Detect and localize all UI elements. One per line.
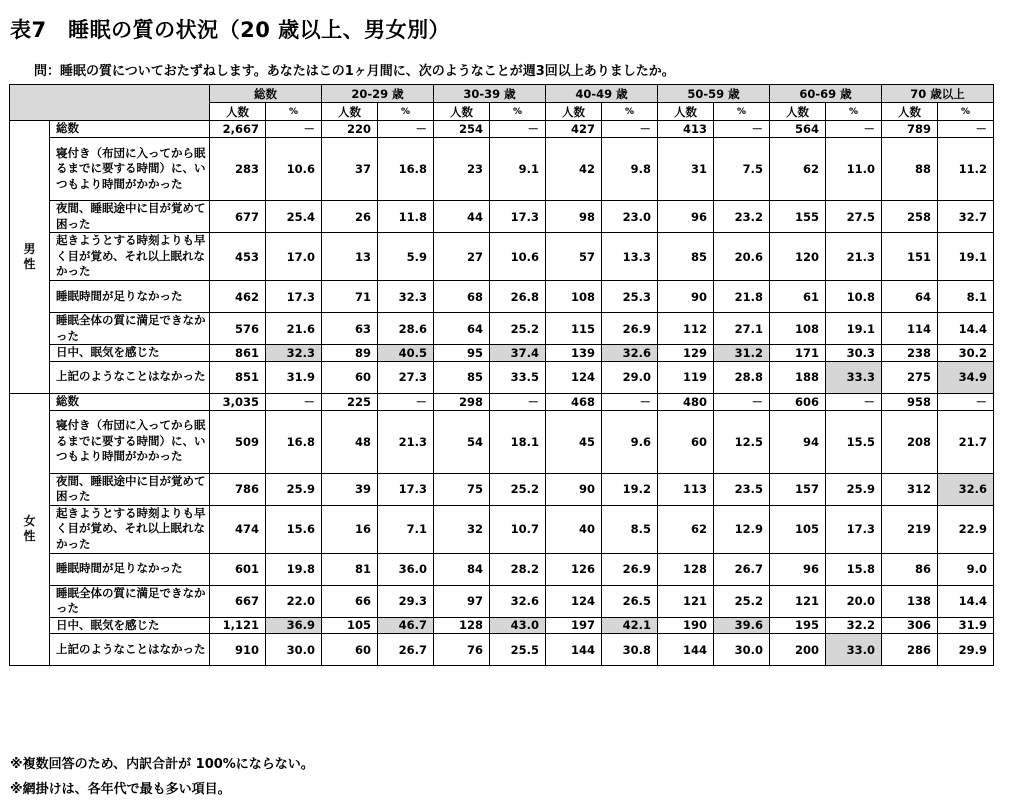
count-cell: 105 [322,617,378,634]
percent-cell-highlighted: 33.0 [826,634,882,666]
percent-cell: 10.6 [490,233,546,281]
header-group: 30-39 歳 [434,85,546,103]
count-cell: 238 [882,345,938,362]
count-cell: 576 [210,313,266,345]
count-cell: 119 [658,361,714,393]
header-group: 40-49 歳 [546,85,658,103]
percent-cell: 25.3 [602,281,658,313]
percent-cell-highlighted: 40.5 [378,345,434,362]
count-cell: 286 [882,634,938,666]
percent-cell: 10.8 [826,281,882,313]
count-cell: 468 [546,393,602,410]
count-cell: 71 [322,281,378,313]
count-cell: 190 [658,617,714,634]
percent-cell: 26.8 [490,281,546,313]
count-cell: 667 [210,585,266,617]
percent-cell: 16.8 [266,410,322,473]
count-cell: 31 [658,138,714,201]
percent-cell: 30.3 [826,345,882,362]
percent-cell: 27.3 [378,361,434,393]
header-count: 人数 [770,103,826,121]
count-cell: 124 [546,585,602,617]
table-row [10,617,994,634]
percent-cell: 17.3 [378,473,434,505]
count-cell: 225 [322,393,378,410]
percent-cell: 13.3 [602,233,658,281]
count-cell: 462 [210,281,266,313]
count-cell: 85 [658,233,714,281]
row-label: 上記のようなことはなかった [50,361,210,393]
percent-cell: 9.6 [602,410,658,473]
percent-cell: 19.1 [826,313,882,345]
count-cell: 427 [546,121,602,138]
count-cell: 155 [770,201,826,233]
count-cell: 75 [434,473,490,505]
table-row [10,201,994,233]
header-percent: % [378,103,434,121]
percent-cell: 20.6 [714,233,770,281]
percent-cell: 15.6 [266,505,322,553]
table-row [10,553,994,585]
footnotes [10,752,314,802]
header-group: 60-69 歳 [770,85,882,103]
percent-cell-highlighted: 42.1 [602,617,658,634]
percent-cell: 29.0 [602,361,658,393]
count-cell: 60 [322,634,378,666]
gender-label: 女 性 [10,393,50,666]
total-row [10,121,994,138]
percent-cell: 10.6 [266,138,322,201]
header-count: 人数 [546,103,602,121]
count-cell: 64 [882,281,938,313]
count-cell: 113 [658,473,714,505]
count-cell: 90 [658,281,714,313]
header-percent: % [266,103,322,121]
row-label: 夜間、睡眠途中に目が覚めて困った [50,473,210,505]
footnote: ※複数回答のため、内訳合計が 100%にならない。 [10,757,314,772]
percent-cell-highlighted: 32.6 [938,473,994,505]
row-label: 起きようとする時刻よりも早く目が覚め、それ以上眠れなかった [50,505,210,553]
count-cell: 144 [658,634,714,666]
percent-cell: 32.3 [378,281,434,313]
percent-cell: 23.2 [714,201,770,233]
count-cell: 89 [322,345,378,362]
count-cell: 16 [322,505,378,553]
percent-cell: 28.8 [714,361,770,393]
table-row [10,505,994,553]
percent-cell: 32.2 [826,617,882,634]
count-cell: 86 [882,553,938,585]
count-cell: 96 [658,201,714,233]
count-cell: 157 [770,473,826,505]
footnote: ※網掛けは、各年代で最も多い項目。 [10,782,231,797]
count-cell: 85 [434,361,490,393]
header-percent: % [490,103,546,121]
percent-cell: － [602,393,658,410]
percent-cell: 7.5 [714,138,770,201]
count-cell: 195 [770,617,826,634]
count-cell: 64 [434,313,490,345]
count-cell: 62 [658,505,714,553]
count-cell: 126 [546,553,602,585]
count-cell: 789 [882,121,938,138]
percent-cell-highlighted: 31.2 [714,345,770,362]
count-cell: 910 [210,634,266,666]
header-percent: % [714,103,770,121]
percent-cell: 9.0 [938,553,994,585]
count-cell: 851 [210,361,266,393]
table-row [10,233,994,281]
percent-cell: 26.9 [602,313,658,345]
percent-cell: 11.2 [938,138,994,201]
percent-cell: 26.7 [714,553,770,585]
percent-cell: － [714,393,770,410]
count-cell: 66 [322,585,378,617]
count-cell: 312 [882,473,938,505]
count-cell: 474 [210,505,266,553]
percent-cell: 27.5 [826,201,882,233]
count-cell: 88 [882,138,938,201]
count-cell: 220 [322,121,378,138]
percent-cell: 19.8 [266,553,322,585]
count-cell: 283 [210,138,266,201]
count-cell: 121 [658,585,714,617]
count-cell: 786 [210,473,266,505]
percent-cell: 29.9 [938,634,994,666]
count-cell: 601 [210,553,266,585]
percent-cell: 28.6 [378,313,434,345]
count-cell: 958 [882,393,938,410]
percent-cell: 27.1 [714,313,770,345]
percent-cell: － [378,393,434,410]
percent-cell: － [266,121,322,138]
row-label: 夜間、睡眠途中に目が覚めて困った [50,201,210,233]
header-group: 総数 [210,85,322,103]
table-row [10,410,994,473]
count-cell: 254 [434,121,490,138]
percent-cell: 36.0 [378,553,434,585]
count-cell: 105 [770,505,826,553]
count-cell: 98 [546,201,602,233]
percent-cell: 31.9 [266,361,322,393]
count-cell: 208 [882,410,938,473]
percent-cell: 8.1 [938,281,994,313]
percent-cell: 25.2 [490,473,546,505]
percent-cell: 30.8 [602,634,658,666]
percent-cell: － [378,121,434,138]
count-cell: 112 [658,313,714,345]
count-cell: 60 [322,361,378,393]
percent-cell: 19.2 [602,473,658,505]
percent-cell: 26.9 [602,553,658,585]
percent-cell-highlighted: 32.3 [266,345,322,362]
row-label: 睡眠全体の質に満足できなかった [50,313,210,345]
row-label: 寝付き（布団に入ってから眠るまでに要する時間）に、いつもより時間がかかった [50,410,210,473]
question-text: 問：睡眠の質についておたずねします。あなたはこの1ヶ月間に、次のようなことが週3回以上ありましたか。 [34,64,675,79]
percent-cell: 21.8 [714,281,770,313]
count-cell: 2,667 [210,121,266,138]
percent-cell: 9.1 [490,138,546,201]
count-cell: 76 [434,634,490,666]
count-cell: 94 [770,410,826,473]
row-label: 日中、眠気を感じた [50,345,210,362]
header-group: 70 歳以上 [882,85,994,103]
percent-cell: 11.8 [378,201,434,233]
percent-cell: 26.7 [378,634,434,666]
count-cell: 413 [658,121,714,138]
count-cell: 97 [434,585,490,617]
count-cell: 509 [210,410,266,473]
header-row-groups [10,85,994,103]
header-percent: % [938,103,994,121]
count-cell: 258 [882,201,938,233]
percent-cell: 31.9 [938,617,994,634]
sleep-quality-table [9,84,994,666]
percent-cell: 17.3 [490,201,546,233]
count-cell: 27 [434,233,490,281]
count-cell: 96 [770,553,826,585]
count-cell: 200 [770,634,826,666]
count-cell: 54 [434,410,490,473]
percent-cell: － [490,393,546,410]
row-label: 日中、眠気を感じた [50,617,210,634]
count-cell: 48 [322,410,378,473]
percent-cell: 11.0 [826,138,882,201]
count-cell: 108 [546,281,602,313]
percent-cell: － [490,121,546,138]
row-label: 上記のようなことはなかった [50,634,210,666]
table-row [10,585,994,617]
table-row [10,361,994,393]
percent-cell: － [826,393,882,410]
count-cell: 26 [322,201,378,233]
table-title: 表7 睡眠の質の状況（20 歳以上、男女別） [10,18,451,42]
percent-cell: 22.0 [266,585,322,617]
count-cell: 42 [546,138,602,201]
count-cell: 120 [770,233,826,281]
percent-cell: － [826,121,882,138]
percent-cell: 5.9 [378,233,434,281]
count-cell: 60 [658,410,714,473]
percent-cell-highlighted: 39.6 [714,617,770,634]
percent-cell: 29.3 [378,585,434,617]
percent-cell: 25.5 [490,634,546,666]
percent-cell: 10.7 [490,505,546,553]
percent-cell: 18.1 [490,410,546,473]
count-cell: 128 [434,617,490,634]
row-label: 総数 [50,393,210,410]
count-cell: 188 [770,361,826,393]
table-row [10,281,994,313]
percent-cell: 26.5 [602,585,658,617]
percent-cell: － [266,393,322,410]
row-label: 総数 [50,121,210,138]
row-label: 寝付き（布団に入ってから眠るまでに要する時間）に、いつもより時間がかかった [50,138,210,201]
percent-cell: 30.2 [938,345,994,362]
percent-cell: 21.7 [938,410,994,473]
percent-cell: 28.2 [490,553,546,585]
percent-cell: 15.5 [826,410,882,473]
percent-cell: 17.3 [826,505,882,553]
count-cell: 121 [770,585,826,617]
header-corner [10,85,210,121]
count-cell: 275 [882,361,938,393]
count-cell: 84 [434,553,490,585]
percent-cell: 25.4 [266,201,322,233]
percent-cell-highlighted: 43.0 [490,617,546,634]
count-cell: 129 [658,345,714,362]
count-cell: 37 [322,138,378,201]
count-cell: 139 [546,345,602,362]
percent-cell: － [714,121,770,138]
table-row [10,345,994,362]
count-cell: 480 [658,393,714,410]
percent-cell: 21.6 [266,313,322,345]
count-cell: 306 [882,617,938,634]
percent-cell: 23.0 [602,201,658,233]
header-count: 人数 [322,103,378,121]
count-cell: 32 [434,505,490,553]
count-cell: 62 [770,138,826,201]
percent-cell: 30.0 [714,634,770,666]
percent-cell-highlighted: 46.7 [378,617,434,634]
count-cell: 95 [434,345,490,362]
count-cell: 151 [882,233,938,281]
count-cell: 81 [322,553,378,585]
percent-cell: 14.4 [938,585,994,617]
percent-cell: 32.7 [938,201,994,233]
percent-cell: － [938,393,994,410]
percent-cell: － [602,121,658,138]
percent-cell: 33.5 [490,361,546,393]
count-cell: 44 [434,201,490,233]
row-label: 起きようとする時刻よりも早く目が覚め、それ以上眠れなかった [50,233,210,281]
count-cell: 298 [434,393,490,410]
percent-cell: 21.3 [826,233,882,281]
count-cell: 171 [770,345,826,362]
percent-cell: 15.8 [826,553,882,585]
percent-cell: 25.2 [714,585,770,617]
percent-cell: 21.3 [378,410,434,473]
count-cell: 39 [322,473,378,505]
count-cell: 219 [882,505,938,553]
count-cell: 124 [546,361,602,393]
count-cell: 63 [322,313,378,345]
count-cell: 677 [210,201,266,233]
total-row [10,393,994,410]
header-count: 人数 [434,103,490,121]
count-cell: 606 [770,393,826,410]
percent-cell-highlighted: 37.4 [490,345,546,362]
percent-cell-highlighted: 36.9 [266,617,322,634]
percent-cell: － [938,121,994,138]
count-cell: 1,121 [210,617,266,634]
percent-cell: 25.9 [826,473,882,505]
percent-cell: 16.8 [378,138,434,201]
percent-cell: 17.0 [266,233,322,281]
percent-cell: 14.4 [938,313,994,345]
header-group: 50-59 歳 [658,85,770,103]
count-cell: 23 [434,138,490,201]
count-cell: 108 [770,313,826,345]
percent-cell: 19.1 [938,233,994,281]
percent-cell: 23.5 [714,473,770,505]
percent-cell-highlighted: 34.9 [938,361,994,393]
percent-cell: 25.2 [490,313,546,345]
percent-cell: 32.6 [490,585,546,617]
count-cell: 57 [546,233,602,281]
count-cell: 128 [658,553,714,585]
percent-cell: 25.9 [266,473,322,505]
percent-cell: 12.5 [714,410,770,473]
count-cell: 45 [546,410,602,473]
count-cell: 197 [546,617,602,634]
table-row [10,313,994,345]
row-label: 睡眠時間が足りなかった [50,553,210,585]
header-count: 人数 [210,103,266,121]
percent-cell: 30.0 [266,634,322,666]
count-cell: 3,035 [210,393,266,410]
table-row [10,634,994,666]
percent-cell: 9.8 [602,138,658,201]
percent-cell-highlighted: 33.3 [826,361,882,393]
percent-cell-highlighted: 32.6 [602,345,658,362]
count-cell: 453 [210,233,266,281]
percent-cell: 20.0 [826,585,882,617]
row-label: 睡眠時間が足りなかった [50,281,210,313]
percent-cell: 22.9 [938,505,994,553]
table-row [10,138,994,201]
header-count: 人数 [658,103,714,121]
percent-cell: 8.5 [602,505,658,553]
header-percent: % [602,103,658,121]
gender-label: 男 性 [10,121,50,394]
count-cell: 90 [546,473,602,505]
count-cell: 68 [434,281,490,313]
count-cell: 144 [546,634,602,666]
count-cell: 114 [882,313,938,345]
percent-cell: 17.3 [266,281,322,313]
count-cell: 115 [546,313,602,345]
table-row [10,473,994,505]
header-group: 20-29 歳 [322,85,434,103]
count-cell: 138 [882,585,938,617]
count-cell: 861 [210,345,266,362]
count-cell: 40 [546,505,602,553]
count-cell: 564 [770,121,826,138]
percent-cell: 7.1 [378,505,434,553]
header-percent: % [826,103,882,121]
count-cell: 61 [770,281,826,313]
count-cell: 13 [322,233,378,281]
row-label: 睡眠全体の質に満足できなかった [50,585,210,617]
header-count: 人数 [882,103,938,121]
percent-cell: 12.9 [714,505,770,553]
